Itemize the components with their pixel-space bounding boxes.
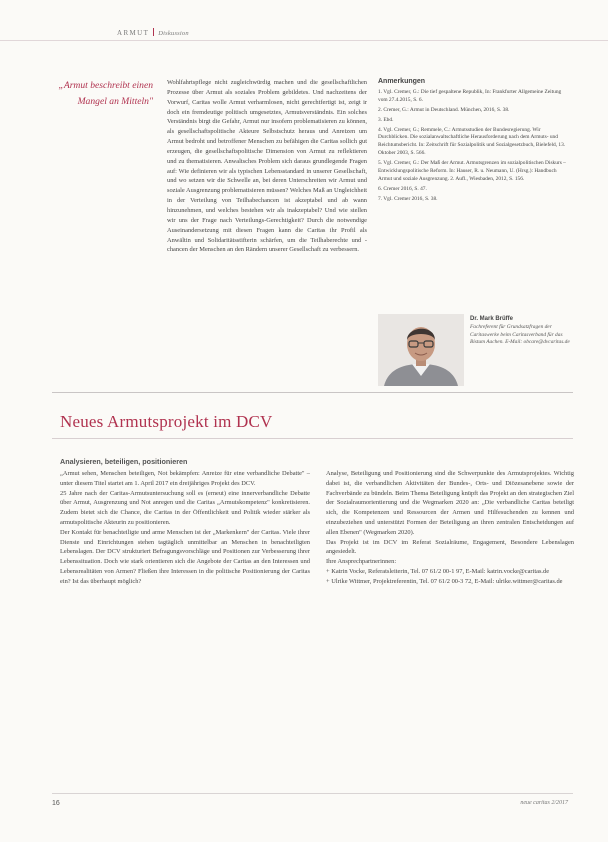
author-description: Fachreferent für Grundsatzfragen der Caritaswerke beim Caritasverband für das Bistum Aachen. E-Mail: obcare@dvcaritas.de: [470, 323, 570, 346]
section-name: ARMUT: [117, 29, 150, 37]
article2-right-column: [326, 469, 574, 587]
article2-paragraph: „Armut sehen, Menschen beteiligen, Not bekämpfen: Anreize für eine verbandliche Debatte" – unter diesem Titel startet am 1. April 2017 ein dreijähriges Projekt des DCV.: [60, 470, 310, 487]
pull-quote: „Armut beschreibt einen Mangel an Mitteln": [58, 80, 153, 107]
footnote: 2. Cremer, G.: Armut in Deutschland. München, 2016, S. 38.: [378, 106, 510, 113]
article-column: [167, 78, 367, 255]
footnote: 4. Vgl. Cremer, G.; Remmele, C.: Armutsstudien der Bundesregierung. Wir Durchblicken. Die sozialanwaltschaftliche Herausforderung nach dem Armuts- und Reichtumsbericht. In: Zeitschrift für Sozialpolitik und Sozialgesetzbuch, Bielefeld, 13. Oktober 2003, S. 566.: [378, 126, 566, 157]
footnote: 1. Vgl. Cremer, G.: Die tief gespaltene Republik, In: Frankfurter Allgemeine Zeitung vom 27.4.2015, S. 6.: [378, 88, 562, 103]
header-divider: [153, 28, 154, 36]
author-name: Dr. Mark Brüffe: [470, 316, 514, 322]
article2-paragraph: Der Kontakt für benachteiligte und arme Menschen ist der „Markenkern" der Caritas. Viele ihrer Dienste und Einrichtungen stehen tagtäglich unmittelbar an Menschen in benachteiligten Lebenslagen. Der DCV strukturiert Befragungsvorschläge und Positionen zur Verbesserung ihrer Lebenssituation. Doch wie stark orientieren sich die Angebote der Caritas an den Interessen und Lebensrealitäten von Armen? Fließen ihre Interessen in die politische Positionierung der Caritas ein? Ist das überhaupt möglich?: [60, 528, 310, 585]
header-rule: [0, 40, 608, 41]
page-number: 16: [52, 800, 60, 807]
article-paragraph: Wohlfahrtspflege nicht zugleichwürdig machen und die gesellschaftlichen Prozesse über Armut als soziales Problem gebildetes. Und nachzeitens der Vorwurf, Caritas wolle Armut verharmlosen, nicht gerechtfertigt ist, zeigt ir doch ein fremdeutige politisch umgesetztes, Armutsverständnis. Ein solches Verständnis birgt die Gefahr, Armut nur insofern problematisieren zu können, als gesellschaftspolitische Akteure Selbstschutz heraus und Anreizen um Armut bedroht und betroffener Menschen zu befähigen die Caritas sollich gut erzeugen, die gesellschaftspolitische Dimension von Armut zu reflektieren und zu thematisieren. Anwaltsches Problem sich daraus grundlegende Fragen auf: Wie definieren wir als typischen Lebensstandard in unserer Gesellschaft, und wo setzen wir die Schwelle an, bei deren Unterschreiten wir Armut und soziale Ausgrenzung problematisieren müssen? Welches Maß an Ungleichheit in der Verteilung von Teilhabechancen ist akzeptabel und ab wann hinzunehmen, und welches bestehen wir als inakzeptabel? Und wie stellen wir uns der Frage nach Verteilungs-Gerechtigkeit? Durch die notwendige Auseinandersetzung mit diesen Fragen kann die Caritas ihr Profil als Anwältin und Solidaritätsstifterin schärfen, um die Teilhaberechte und -chancen der Menschen an den Rändern unserer Gesellschaft zu verbessern.: [167, 79, 367, 254]
footnotes: [378, 78, 570, 206]
contacts-heading: Ihre Ansprechpartnerinnen:: [326, 558, 397, 566]
article2-paragraph: 25 Jahre nach der Caritas-Armutsuntersuchung soll es (erneut) eine innerverbandliche Debatte über Armut, Ausgrenzung und Not anregen und die Caritas „Armutskompetenz" konkretisieren. Zudem bietet sich die Chance, die Caritas in der Öffentlichkeit und Politik wieder stärker als armutspolitische Akteurin zu positionieren.: [60, 489, 310, 526]
article2-paragraph: Analyse, Beteiligung und Positionierung sind die Schwerpunkte des Armutsprojektes. Wichtig dabei ist, die verbandlichen Aktivitäten der Bundes-, Orts- und Diözesanebene sowie der Fachverbände zu bündeln. Beim Thema Beteiligung knüpft das Projekt an den strategischen Ziel der Sozialraumorientierung und die Wegmarken 2020 an: „Die verbandliche Caritas beteiligt sich, die Kompetenzen und Ressourcen der Armen und Hilfesuchenden zu kennen und einzubeziehen und unterstützt Formen der Beteiligung an ihren zentralen Entscheidungen auf allen Ebenen" (Wegmarken 2020).: [326, 470, 574, 536]
author-bio: [470, 316, 570, 347]
footnote: 3. Ebd.: [378, 116, 394, 123]
footer-rule: [52, 793, 573, 794]
article-title: Neues Armutsprojekt im DCV: [60, 412, 273, 431]
article2-left-column: [60, 469, 310, 587]
article2-paragraph: Das Projekt ist im DCV im Referat Sozialräume, Engagement, Besondere Lebenslagen angesiedelt.: [326, 538, 574, 556]
contact-entry: + Katrin Vocke, Referatsleiterin, Tel. 07 61/2 00-1 97, E-Mail: katrin.vocke@caritas.de: [326, 567, 550, 575]
footnotes-list: [378, 89, 570, 204]
title-rule: [52, 438, 573, 439]
author-photo: [378, 314, 464, 386]
magazine-name: neue caritas 2/2017: [520, 800, 568, 806]
section-subname: Diskussion: [158, 30, 189, 37]
footnote: 6. Cremer 2016, S. 47.: [378, 185, 427, 192]
running-header: [117, 28, 189, 37]
article-subtitle: Analysieren, beteiligen, positionieren: [60, 457, 188, 466]
footnote: 7. Vgl. Cremer 2016, S. 38.: [378, 195, 438, 202]
section-rule: [52, 392, 573, 393]
footnote: 5. Vgl. Cremer, G.: Der Maß der Armut. Armutsgrenzen im sozialpolitischen Diskurs – Entwicklungspolitische Reform. In: Hauser, R. u. Neumann, U. (Hrsg.): Handbuch Armut und soziale Ausgrenzung. 2. Aufl., Wiesbaden, 2012, S. 156.: [378, 160, 566, 182]
contact-entry: + Ulrike Wittmer, Projektreferentin, Tel. 07 61/2 00-3 72, E-Mail: ulrike.wittmer@caritas.de: [326, 577, 563, 585]
footnotes-heading: Anmerkungen: [378, 78, 426, 85]
